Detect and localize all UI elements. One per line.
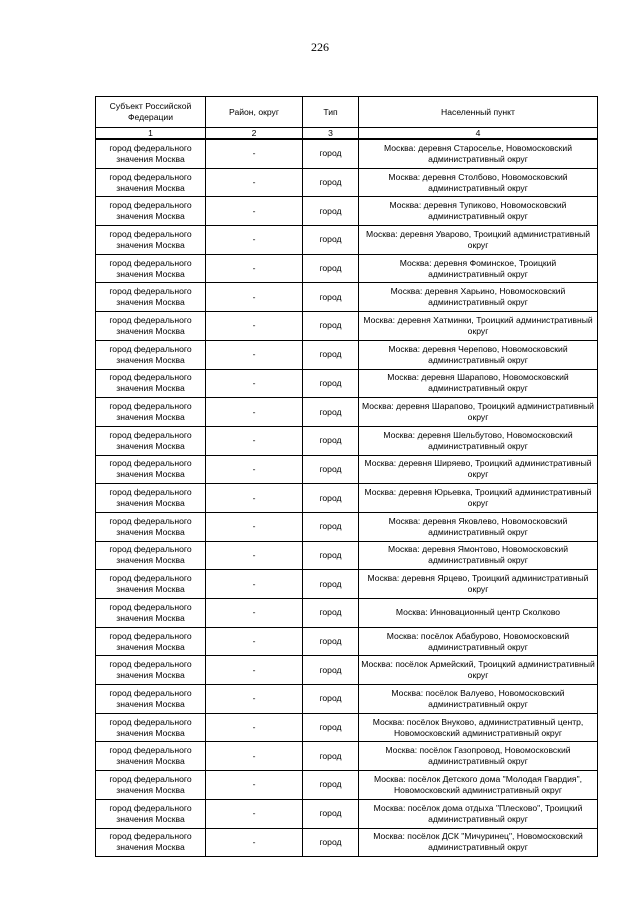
table-row [96, 197, 598, 226]
cell-subject: город федерального значения Москва [96, 828, 206, 857]
cell-type: город [303, 828, 359, 857]
cell-type: город [303, 254, 359, 283]
table-row [96, 226, 598, 255]
table-row [96, 541, 598, 570]
cell-locality: Москва: посёлок Детского дома "Молодая Гвардия", Новомосковский административный округ [359, 771, 598, 800]
cell-district: - [206, 455, 303, 484]
cell-subject: город федерального значения Москва [96, 197, 206, 226]
table-row [96, 484, 598, 513]
cell-subject: город федерального значения Москва [96, 656, 206, 685]
cell-type: город [303, 369, 359, 398]
table-row [96, 254, 598, 283]
table-row [96, 685, 598, 714]
cell-district: - [206, 168, 303, 197]
cell-locality: Москва: посёлок ДСК "Мичуринец", Новомосковский административный округ [359, 828, 598, 857]
cell-type: город [303, 312, 359, 341]
cell-locality: Москва: деревня Шарапово, Новомосковский административный округ [359, 369, 598, 398]
cell-locality: Москва: деревня Юрьевка, Троицкий административный округ [359, 484, 598, 513]
cell-district: - [206, 599, 303, 628]
cell-locality: Москва: Инновационный центр Сколково [359, 599, 598, 628]
cell-locality: Москва: деревня Шарапово, Троицкий административный округ [359, 398, 598, 427]
cell-type: город [303, 742, 359, 771]
cell-subject: город федерального значения Москва [96, 254, 206, 283]
table-row [96, 340, 598, 369]
cell-locality: Москва: посёлок Валуево, Новомосковский административный округ [359, 685, 598, 714]
cell-type: город [303, 799, 359, 828]
cell-district: - [206, 312, 303, 341]
cell-subject: город федерального значения Москва [96, 312, 206, 341]
table-header [96, 97, 598, 140]
column-number-3: 3 [303, 128, 359, 140]
cell-type: город [303, 541, 359, 570]
cell-subject: город федерального значения Москва [96, 168, 206, 197]
header-subject: Субъект Российской Федерации [96, 97, 206, 128]
cell-subject: город федерального значения Москва [96, 484, 206, 513]
cell-type: город [303, 685, 359, 714]
cell-type: город [303, 168, 359, 197]
cell-subject: город федерального значения Москва [96, 799, 206, 828]
localities-table [95, 96, 598, 857]
cell-subject: город федерального значения Москва [96, 742, 206, 771]
column-number-2: 2 [206, 128, 303, 140]
table-row [96, 369, 598, 398]
cell-district: - [206, 627, 303, 656]
table-row [96, 742, 598, 771]
cell-subject: город федерального значения Москва [96, 627, 206, 656]
table-row [96, 512, 598, 541]
cell-locality: Москва: деревня Хатминки, Троицкий административный округ [359, 312, 598, 341]
table-row [96, 455, 598, 484]
cell-district: - [206, 771, 303, 800]
table-row [96, 771, 598, 800]
cell-district: - [206, 226, 303, 255]
cell-subject: город федерального значения Москва [96, 426, 206, 455]
table-row [96, 570, 598, 599]
cell-locality: Москва: посёлок Внуково, административный центр, Новомосковский административный округ [359, 713, 598, 742]
cell-district: - [206, 541, 303, 570]
cell-type: город [303, 512, 359, 541]
cell-type: город [303, 599, 359, 628]
cell-subject: город федерального значения Москва [96, 599, 206, 628]
cell-district: - [206, 398, 303, 427]
cell-subject: город федерального значения Москва [96, 541, 206, 570]
page-number: 226 [311, 40, 329, 54]
cell-type: город [303, 771, 359, 800]
table-row [96, 283, 598, 312]
cell-district: - [206, 254, 303, 283]
column-number-4: 4 [359, 128, 598, 140]
cell-district: - [206, 656, 303, 685]
cell-type: город [303, 656, 359, 685]
cell-type: город [303, 226, 359, 255]
cell-type: город [303, 139, 359, 168]
cell-type: город [303, 484, 359, 513]
cell-district: - [206, 426, 303, 455]
cell-district: - [206, 484, 303, 513]
cell-locality: Москва: деревня Ширяево, Троицкий административный округ [359, 455, 598, 484]
cell-district: - [206, 340, 303, 369]
header-district: Район, округ [206, 97, 303, 128]
table-row [96, 139, 598, 168]
cell-subject: город федерального значения Москва [96, 685, 206, 714]
cell-district: - [206, 799, 303, 828]
cell-type: город [303, 283, 359, 312]
cell-subject: город федерального значения Москва [96, 771, 206, 800]
table-row [96, 828, 598, 857]
table-row [96, 799, 598, 828]
cell-subject: город федерального значения Москва [96, 512, 206, 541]
table-row [96, 168, 598, 197]
header-row [96, 97, 598, 128]
cell-subject: город федерального значения Москва [96, 369, 206, 398]
header-type: Тип [303, 97, 359, 128]
cell-district: - [206, 828, 303, 857]
table-row [96, 656, 598, 685]
cell-type: город [303, 197, 359, 226]
cell-type: город [303, 627, 359, 656]
cell-type: город [303, 398, 359, 427]
cell-locality: Москва: деревня Столбово, Новомосковский административный округ [359, 168, 598, 197]
column-number-1: 1 [96, 128, 206, 140]
cell-locality: Москва: посёлок Газопровод, Новомосковский административный округ [359, 742, 598, 771]
cell-district: - [206, 685, 303, 714]
cell-district: - [206, 283, 303, 312]
header-locality: Населенный пункт [359, 97, 598, 128]
cell-locality: Москва: деревня Уварово, Троицкий административный округ [359, 226, 598, 255]
cell-subject: город федерального значения Москва [96, 139, 206, 168]
cell-subject: город федерального значения Москва [96, 226, 206, 255]
cell-subject: город федерального значения Москва [96, 398, 206, 427]
column-number-row [96, 128, 598, 140]
cell-district: - [206, 139, 303, 168]
table-row [96, 713, 598, 742]
table-body [96, 139, 598, 857]
cell-locality: Москва: посёлок дома отдыха "Плесково", Троицкий административный округ [359, 799, 598, 828]
cell-subject: город федерального значения Москва [96, 340, 206, 369]
table-row [96, 398, 598, 427]
cell-locality: Москва: посёлок Абабурово, Новомосковский административный округ [359, 627, 598, 656]
cell-type: город [303, 570, 359, 599]
cell-type: город [303, 340, 359, 369]
cell-locality: Москва: деревня Шельбутово, Новомосковский административный округ [359, 426, 598, 455]
cell-district: - [206, 512, 303, 541]
cell-locality: Москва: деревня Яковлево, Новомосковский административный округ [359, 512, 598, 541]
cell-district: - [206, 197, 303, 226]
table-row [96, 627, 598, 656]
cell-locality: Москва: деревня Черепово, Новомосковский административный округ [359, 340, 598, 369]
cell-type: город [303, 426, 359, 455]
cell-subject: город федерального значения Москва [96, 455, 206, 484]
cell-locality: Москва: деревня Харьино, Новомосковский административный округ [359, 283, 598, 312]
table-row [96, 599, 598, 628]
cell-locality: Москва: посёлок Армейский, Троицкий административный округ [359, 656, 598, 685]
cell-type: город [303, 713, 359, 742]
table-row [96, 312, 598, 341]
cell-district: - [206, 742, 303, 771]
cell-district: - [206, 713, 303, 742]
cell-locality: Москва: деревня Фоминское, Троицкий административный округ [359, 254, 598, 283]
cell-subject: город федерального значения Москва [96, 570, 206, 599]
cell-locality: Москва: деревня Староселье, Новомосковский административный округ [359, 139, 598, 168]
cell-district: - [206, 570, 303, 599]
cell-locality: Москва: деревня Ямонтово, Новомосковский административный округ [359, 541, 598, 570]
cell-subject: город федерального значения Москва [96, 283, 206, 312]
table-row [96, 426, 598, 455]
cell-type: город [303, 455, 359, 484]
cell-district: - [206, 369, 303, 398]
cell-locality: Москва: деревня Ярцево, Троицкий административный округ [359, 570, 598, 599]
cell-locality: Москва: деревня Тупиково, Новомосковский административный округ [359, 197, 598, 226]
cell-subject: город федерального значения Москва [96, 713, 206, 742]
